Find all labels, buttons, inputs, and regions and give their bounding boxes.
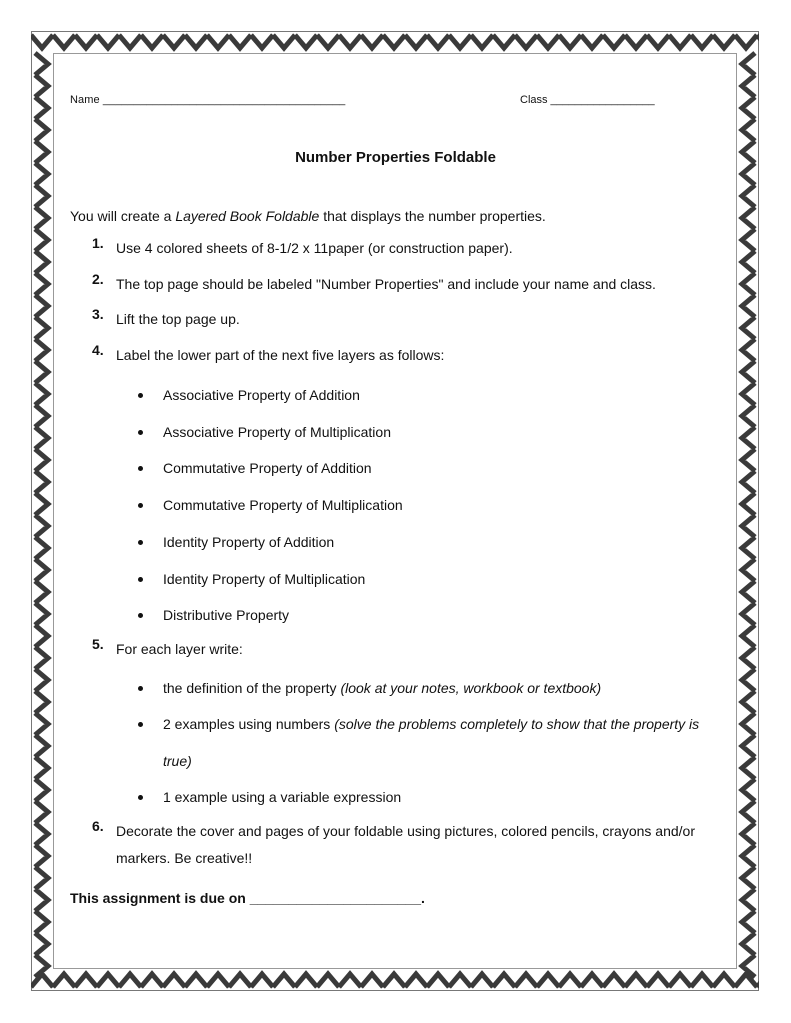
class-field-label: Class _________________ [520,94,655,106]
layer-label: Associative Property of Addition [163,387,360,403]
step-number: 5. [92,636,104,652]
due-date-line: This assignment is due on ______________________. [70,890,425,906]
layer-instruction [163,706,703,780]
step-number: 6. [92,818,104,834]
bullet-icon [138,577,143,582]
layer-label: Identity Property of Addition [163,534,335,550]
bullet-icon [138,613,143,618]
intro-text-before: You will create a [70,208,176,224]
step-text: The top page should be labeled "Number Properties" and include your name and class. [116,276,656,292]
bullet-icon [138,722,143,727]
step-text: Label the lower part of the next five layers as follows: [116,347,445,363]
instruction-note: (solve the problems completely to show that the property is true) [163,716,700,769]
step-3 [92,306,732,327]
step-1 [92,235,732,256]
step-5 [92,636,732,657]
layer-instruction [163,779,703,816]
step-2 [92,271,732,292]
bullet-icon [138,393,143,398]
layer-label: Commutative Property of Addition [163,460,372,476]
bullet-icon [138,430,143,435]
layer-label: Associative Property of Multiplication [163,424,391,440]
bullet-icon [138,686,143,691]
intro-foldable-name: Layered Book Foldable [175,208,320,224]
step-number: 2. [92,271,104,287]
bullet-icon [138,540,143,545]
bullet-icon [138,795,143,800]
instruction-note: (look at your notes, workbook or textbook) [340,680,602,696]
intro-text-after: that displays the number properties. [319,208,546,224]
step-text: Use 4 colored sheets of 8-1/2 x 11paper (or construction paper). [116,240,513,256]
layer-instruction [163,670,703,707]
step-4 [92,342,732,363]
step-number: 1. [92,235,104,251]
step-text: Lift the top page up. [116,311,240,327]
instruction-text: the definition of the property [163,680,341,696]
step-number: 4. [92,342,104,358]
step-6 [92,818,732,866]
step-text: Decorate the cover and pages of your foldable using pictures, colored pencils, crayons and/or markers. Be creative!! [116,823,696,866]
step-number: 3. [92,306,104,322]
instruction-text: 1 example using a variable expression [163,789,402,805]
instruction-text: 2 examples using numbers [163,716,335,732]
layer-label: Identity Property of Multiplication [163,571,366,587]
step-text: For each layer write: [116,641,243,657]
layer-label: Commutative Property of Multiplication [163,497,403,513]
name-field-label: Name _______________________________________ [70,94,346,106]
bullet-icon [138,503,143,508]
layer-label: Distributive Property [163,607,290,623]
intro-paragraph [70,208,546,224]
page-title: Number Properties Foldable [295,149,496,166]
bullet-icon [138,466,143,471]
